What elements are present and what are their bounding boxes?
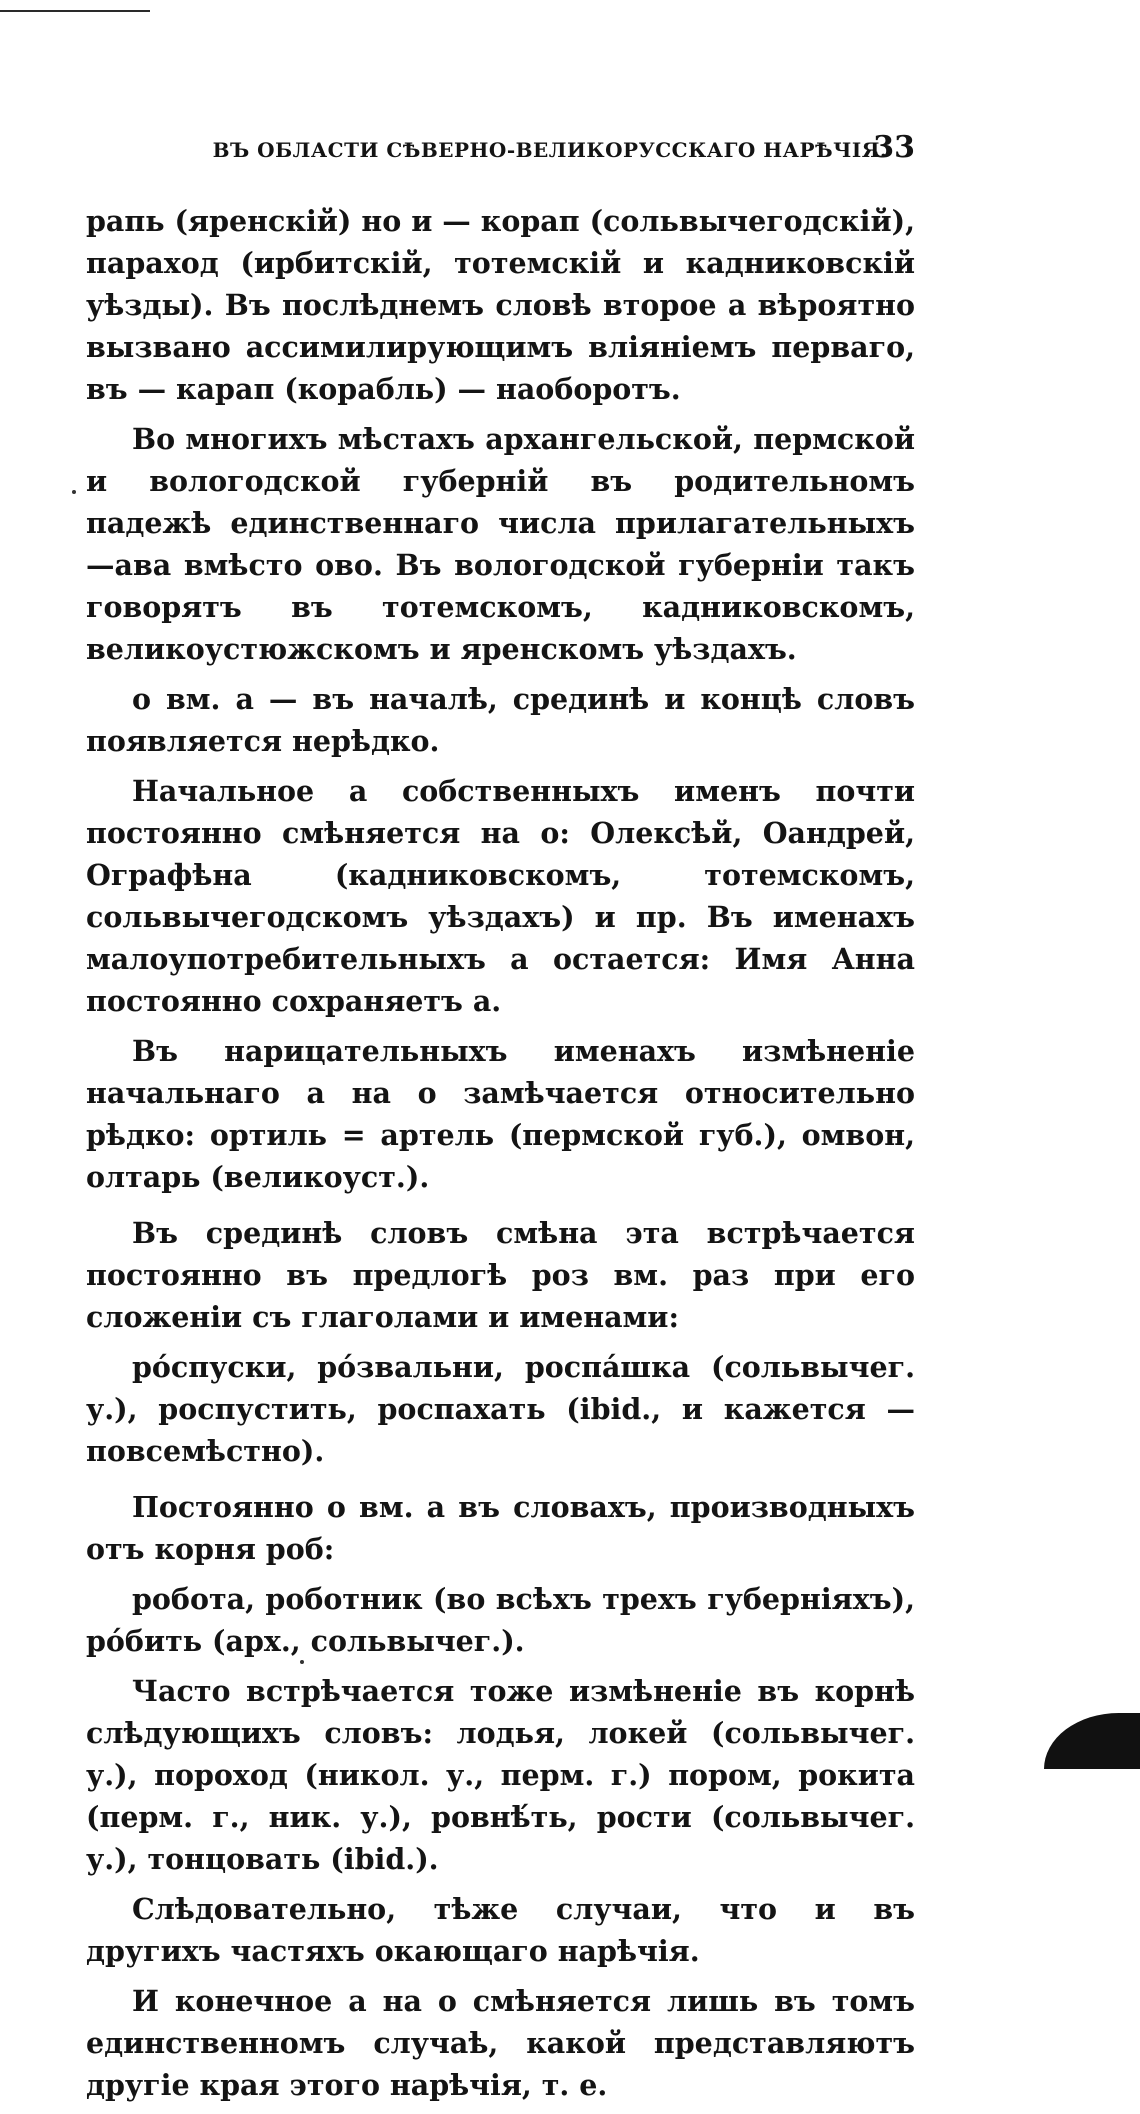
- speck-mark: [72, 490, 76, 494]
- page-body: [86, 200, 915, 2114]
- paragraph: Часто встрѣчается тоже измѣненіе въ корнѣ слѣдующихъ словъ: лодья, локей (сольвычег. у.), пороход (никол. у., перм. г.) пором, рокита (перм. г., ник. у.), ровнѣ́ть, рости (сольвычег. у.), тонцовать (ibid.).: [86, 1674, 915, 1876]
- ink-blot: [1044, 1713, 1140, 1769]
- page-number: 33: [873, 130, 915, 165]
- paragraph: Начальное а собственныхъ именъ почти постоянно смѣняется на о: Олексѣй, Оандрей, Ографѣна (кадниковскомъ, тотемскомъ, сольвычегодскомъ уѣздахъ) и пр. Въ именахъ малоупотребительныхъ а остается: Имя Анна постоянно сохраняетъ а.: [86, 774, 915, 1018]
- speck-mark: [300, 1660, 304, 1664]
- paragraph: робота, роботник (во всѣхъ трехъ губерніяхъ), ро́бить (арх., сольвычег.).: [86, 1582, 915, 1658]
- paragraph: ро́спуски, ро́звальни, роспа́шка (сольвычег. у.), роспустить, роспахать (ibid., и кажется — повсемѣстно).: [86, 1350, 915, 1468]
- running-header: ВЪ ОБЛАСТИ СѢВЕРНО-ВЕЛИКОРУССКАГО НАРѢЧІЯ.: [212, 138, 888, 162]
- paragraph: Во многихъ мѣстахъ архангельской, пермской и вологодской губерній въ родительномъ падежѣ единственнаго числа прилагательныхъ—ава вмѣсто ово. Въ вологодской губерніи такъ говорятъ въ тотемскомъ, кадниковскомъ, великоустюжскомъ и яренскомъ уѣздахъ.: [86, 422, 915, 666]
- paragraph: о вм. а — въ началѣ, срединѣ и концѣ словъ появляется нерѣдко.: [86, 682, 915, 758]
- paragraph: Слѣдовательно, тѣже случаи, что и въ другихъ частяхъ окающаго нарѣчія.: [86, 1892, 915, 1968]
- paragraph: Въ нарицательныхъ именахъ измѣненіе начальнаго а на о замѣчается относительно рѣдко: ортиль = артель (пермской губ.), омвон, олтарь (великоуст.).: [86, 1034, 915, 1194]
- paragraph: Въ срединѣ словъ смѣна эта встрѣчается постоянно въ предлогѣ роз вм. раз при его сложеніи съ глаголами и именами:: [86, 1216, 915, 1334]
- paragraph: Постоянно о вм. а въ словахъ, производныхъ отъ корня роб:: [86, 1490, 915, 1566]
- paragraph: рапь (яренскій) но и — корап (сольвычегодскій), параход (ирбитскій, тотемскій и кадниковскій уѣзды). Въ послѣднемъ словѣ второе а вѣроятно вызвано ассимилирующимъ вліяніемъ перваго, въ — карап (корабль) — наоборотъ.: [86, 204, 915, 406]
- paragraph: И конечное а на о смѣняется лишь въ томъ единственномъ случаѣ, какой представляютъ другіе края этого нарѣчія, т. е.: [86, 1984, 915, 2102]
- top-rule: [0, 10, 150, 12]
